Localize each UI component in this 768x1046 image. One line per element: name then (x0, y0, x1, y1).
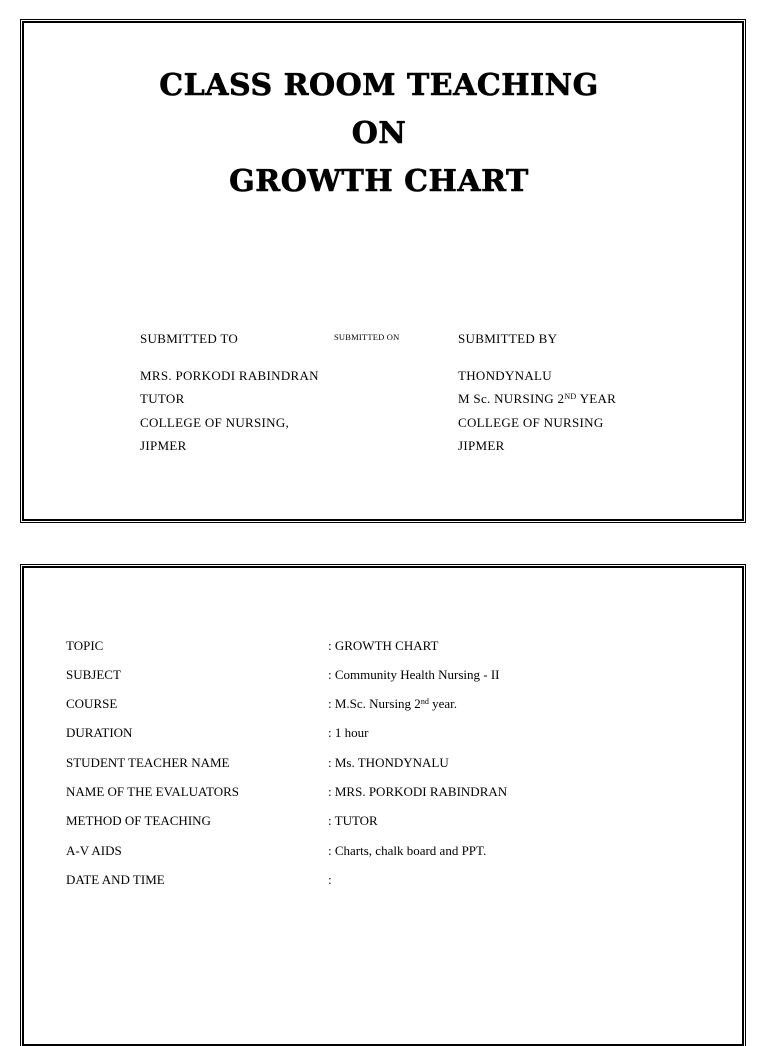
cover-page (22, 21, 744, 521)
detail-value: : Ms. THONDYNALU (328, 755, 449, 770)
detail-label: COURSE (66, 696, 118, 711)
detail-label: METHOD OF TEACHING (66, 813, 211, 828)
details-page (22, 566, 744, 1046)
detail-value: : GROWTH CHART (328, 638, 439, 653)
detail-value: : Community Health Nursing - II (328, 667, 500, 682)
submitted-by-name: THONDYNALU (458, 368, 552, 383)
detail-row-student-teacher (24, 755, 742, 775)
cover-title-line-1: CLASS ROOM TEACHING (159, 68, 599, 103)
detail-value: : (328, 872, 332, 887)
detail-row-av-aids (24, 843, 742, 863)
submitted-by-college: COLLEGE OF NURSING (458, 414, 604, 430)
cover-title-line-3: GROWTH CHART (229, 164, 529, 199)
detail-row-evaluators (24, 784, 742, 804)
submitted-to-institution: JIPMER (140, 437, 187, 453)
submitted-by-institution: JIPMER (458, 437, 505, 453)
submitted-by-heading: SUBMITTED BY (458, 331, 558, 346)
detail-label: DURATION (66, 725, 133, 740)
detail-row-duration (24, 725, 742, 745)
detail-label: STUDENT TEACHER NAME (66, 755, 230, 770)
detail-row-subject (24, 667, 742, 687)
submitted-on-heading: SUBMITTED ON (334, 332, 400, 342)
submitted-to-heading: SUBMITTED TO (140, 331, 239, 346)
detail-row-date-time (24, 872, 742, 892)
detail-label: TOPIC (66, 638, 104, 653)
detail-label: DATE AND TIME (66, 872, 165, 887)
submitted-to-block (140, 364, 319, 457)
cover-title-line-2: ON (351, 116, 407, 151)
submitted-to-college: COLLEGE OF NURSING, (140, 414, 290, 430)
detail-value: : TUTOR (328, 813, 378, 828)
detail-label: NAME OF THE EVALUATORS (66, 784, 239, 799)
detail-value: : Charts, chalk board and PPT. (328, 843, 487, 858)
submitted-by-block (458, 364, 616, 457)
detail-value: : MRS. PORKODI RABINDRAN (328, 784, 508, 799)
detail-label: A-V AIDS (66, 843, 122, 858)
detail-row-topic (24, 638, 742, 658)
submitted-by-course: M Sc. NURSING 2ND YEAR (458, 391, 617, 407)
detail-value: : 1 hour (328, 725, 369, 740)
detail-row-method (24, 813, 742, 833)
detail-row-course (24, 696, 742, 716)
detail-value: : M.Sc. Nursing 2nd year. (328, 696, 457, 711)
submitted-to-name: MRS. PORKODI RABINDRAN (140, 368, 319, 383)
submitted-to-designation: TUTOR (140, 391, 185, 407)
detail-label: SUBJECT (66, 667, 121, 682)
